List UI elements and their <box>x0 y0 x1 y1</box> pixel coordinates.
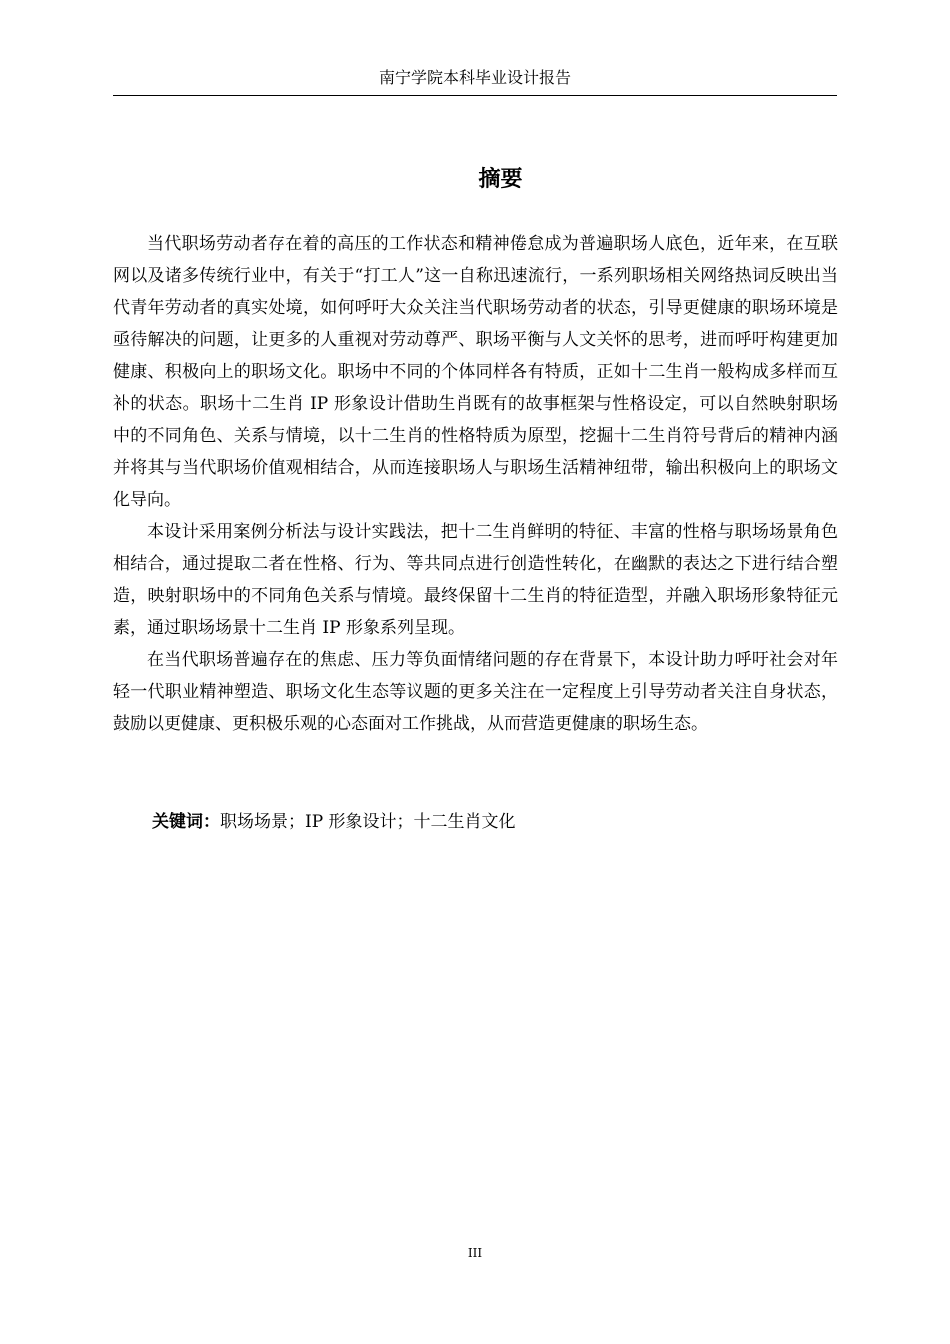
keywords-value: 职场场景；IP 形象设计；十二生肖文化 <box>220 812 516 832</box>
running-header: 南宁学院本科毕业设计报告 <box>378 68 571 87</box>
abstract-body <box>113 228 838 740</box>
abstract-title: 摘要 <box>478 167 523 192</box>
keywords-label: 关键词： <box>152 812 220 832</box>
page-number: III <box>467 1246 483 1260</box>
abstract-paragraph-2: 本设计采用案例分析法与设计实践法，把十二生肖鲜明的特征、丰富的性格与职场场景角色相结合，通过提取二者在性格、行为、等共同点进行创造性转化，在幽默的表达之下进行结合塑造，映射职场中的不同角色关系与情境。最终保留十二生肖的特征造型，并融入职场形象特征元素，通过职场场景十二生肖 IP 形象系列呈现。 <box>113 522 838 638</box>
header-divider <box>113 95 837 96</box>
keywords-line <box>152 806 516 838</box>
abstract-paragraph-3: 在当代职场普遍存在的焦虑、压力等负面情绪问题的存在背景下，本设计助力呼吁社会对年轻一代职业精神塑造、职场文化生态等议题的更多关注在一定程度上引导劳动者关注自身状态，鼓励以更健康、更积极乐观的心态面对工作挑战，从而营造更健康的职场生态。 <box>113 650 838 734</box>
abstract-paragraph-1: 当代职场劳动者存在着的高压的工作状态和精神倦怠成为普遍职场人底色，近年来，在互联网以及诸多传统行业中，有关于“打工人”这一自称迅速流行，一系列职场相关网络热词反映出当代青年劳动者的真实处境，如何呼吁大众关注当代职场劳动者的状态，引导更健康的职场环境是亟待解决的问题，让更多的人重视对劳动尊严、职场平衡与人文关怀的思考，进而呼吁构建更加健康、积极向上的职场文化。职场中不同的个体同样各有特质，正如十二生肖一般构成多样而互补的状态。职场十二生肖 IP 形象设计借助生肖既有的故事框架与性格设定，可以自然映射职场中的不同角色、关系与情境，以十二生肖的性格特质为原型，挖掘十二生肖符号背后的精神内涵并将其与当代职场价值观相结合，从而连接职场人与职场生活精神纽带，输出积极向上的职场文化导向。 <box>113 234 838 510</box>
